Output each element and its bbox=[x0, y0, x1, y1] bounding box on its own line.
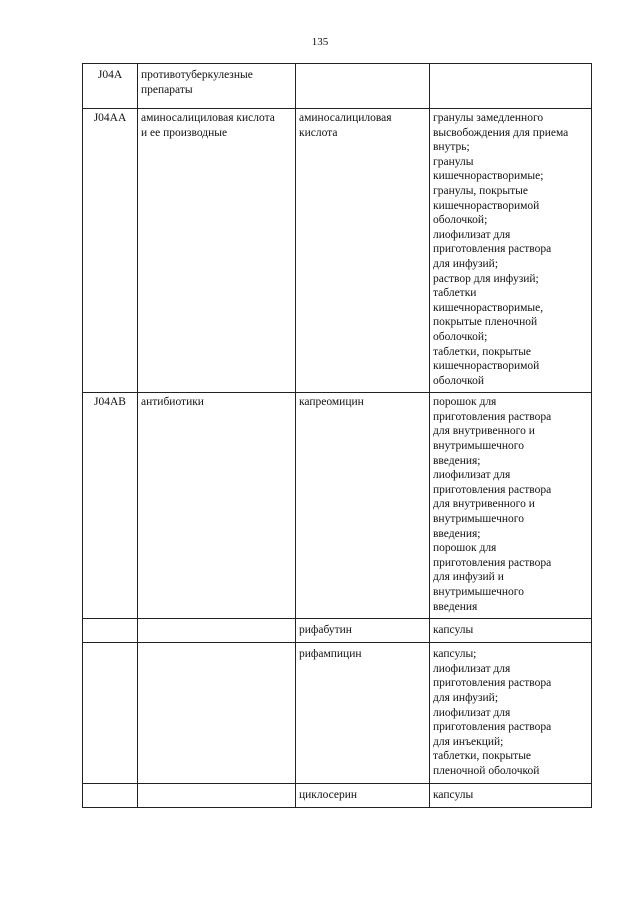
group-cell: аминосалициловая кислота и ее производные bbox=[138, 109, 296, 393]
group-cell bbox=[138, 643, 296, 783]
atc-code-cell: J04AB bbox=[83, 393, 138, 619]
drug-name-cell: циклосерин bbox=[296, 783, 430, 807]
atc-code-cell bbox=[83, 783, 138, 807]
atc-code-cell: J04AA bbox=[83, 109, 138, 393]
drug-name-cell: рифампицин bbox=[296, 643, 430, 783]
table-row bbox=[83, 109, 592, 393]
table-row bbox=[83, 783, 592, 807]
drug-name-cell: аминосалициловая кислота bbox=[296, 109, 430, 393]
dosage-form-cell: гранулы замедленного высвобождения для приема внутрь; гранулы кишечнорастворимые; гранулы, покрытые кишечнорастворимой оболочкой; лиофилизат для приготовления раствора для инфузий; раствор для инфузий; таблетки кишечнорастворимые, покрытые пленочной оболочкой; таблетки, покрытые кишечнорастворимой оболочкой bbox=[430, 109, 592, 393]
dosage-form-cell: капсулы bbox=[430, 619, 592, 643]
table-row bbox=[83, 393, 592, 619]
group-cell: антибиотики bbox=[138, 393, 296, 619]
atc-code-cell bbox=[83, 643, 138, 783]
drug-name-cell bbox=[296, 64, 430, 109]
page-number: 135 bbox=[311, 36, 329, 48]
dosage-form-cell: капсулы bbox=[430, 783, 592, 807]
drug-name-cell: капреомицин bbox=[296, 393, 430, 619]
dosage-form-cell: капсулы; лиофилизат для приготовления раствора для инфузий; лиофилизат для приготовления раствора для инъекций; таблетки, покрытые пленочной оболочкой bbox=[430, 643, 592, 783]
dosage-form-cell: порошок для приготовления раствора для внутривенного и внутримышечного введения; лиофилизат для приготовления раствора для внутривенного и внутримышечного введения; порошок для приготовления раствора для инфузий и внутримышечного введения bbox=[430, 393, 592, 619]
table-row bbox=[83, 643, 592, 783]
atc-code-cell: J04A bbox=[83, 64, 138, 109]
group-cell: противотуберкулезные препараты bbox=[138, 64, 296, 109]
group-cell bbox=[138, 619, 296, 643]
table-row bbox=[83, 619, 592, 643]
group-cell bbox=[138, 783, 296, 807]
table-row bbox=[83, 64, 592, 109]
drug-name-cell: рифабутин bbox=[296, 619, 430, 643]
drug-table bbox=[82, 63, 592, 808]
dosage-form-cell bbox=[430, 64, 592, 109]
atc-code-cell bbox=[83, 619, 138, 643]
